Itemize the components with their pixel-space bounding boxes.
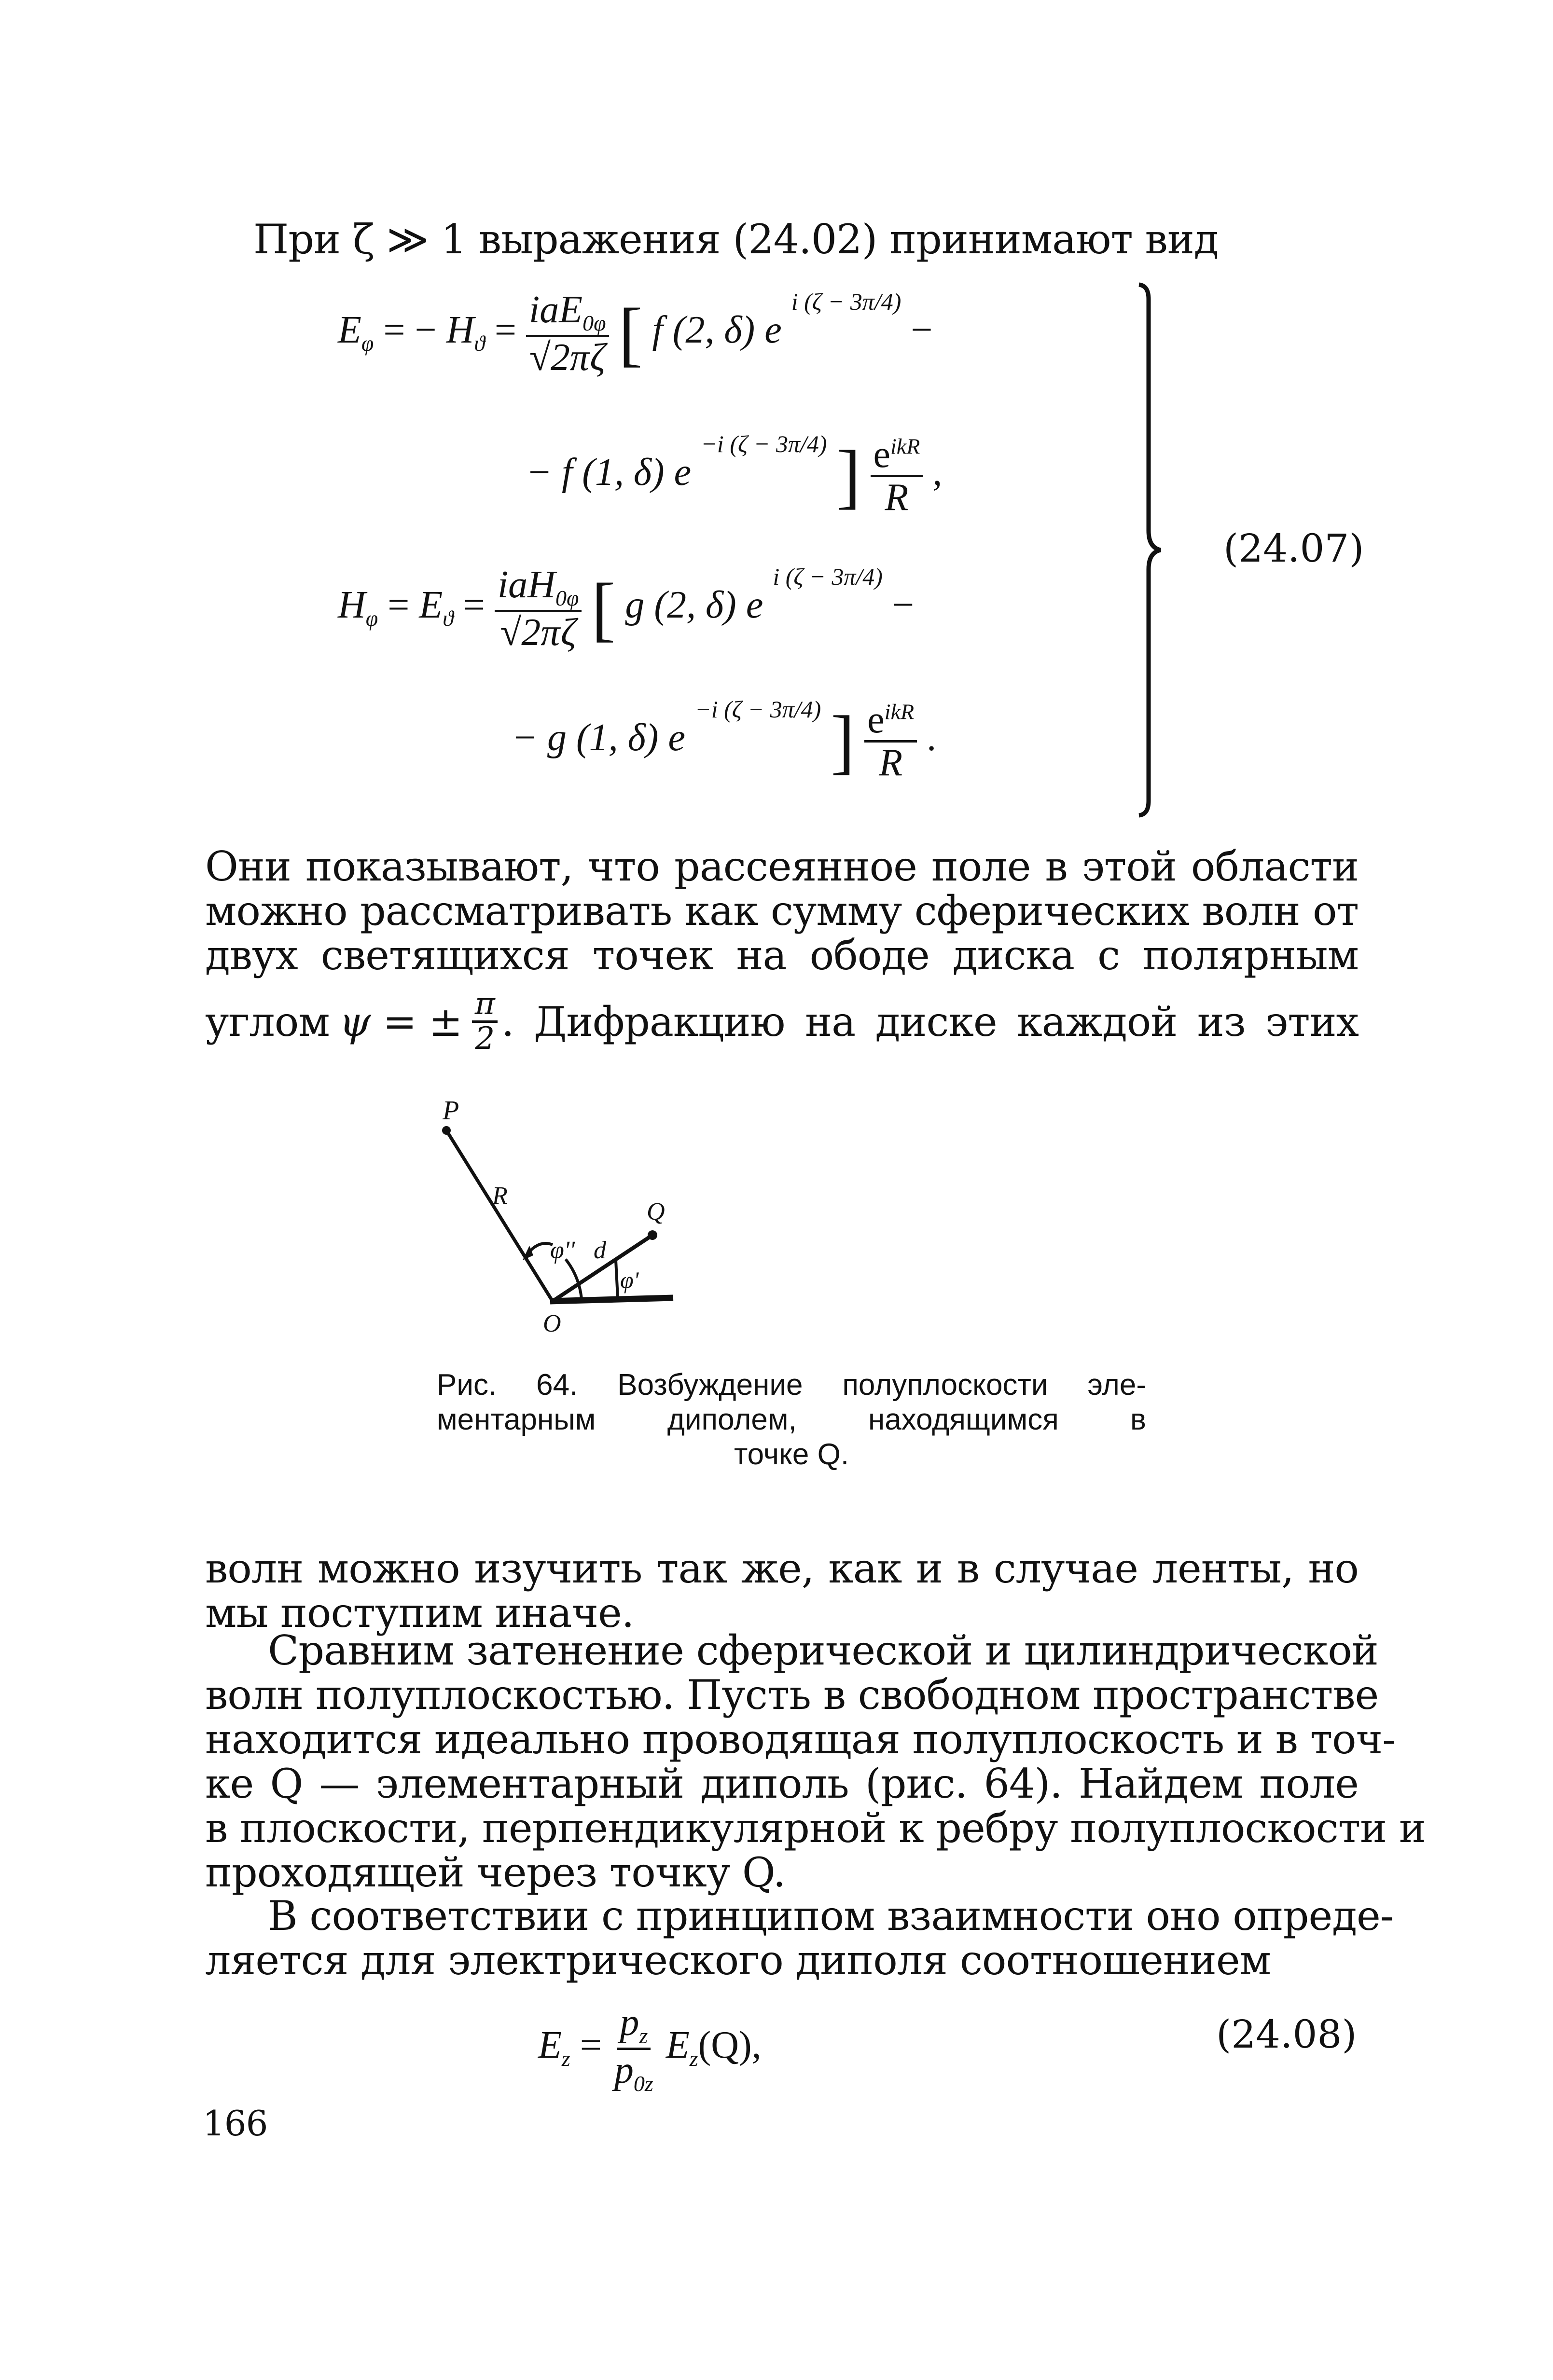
- caption-line: точке Q.: [734, 1438, 849, 1471]
- frac-denominator: 2: [475, 1021, 495, 1057]
- frac-numerator: iaE: [529, 289, 583, 331]
- label-R: R: [492, 1182, 508, 1210]
- eq-operator: = −: [383, 309, 437, 351]
- paragraph-2: [205, 1546, 1359, 1635]
- eq-24-07-line-3: [338, 564, 914, 653]
- frac-numerator: iaH: [497, 564, 555, 606]
- eq-exponent: i (ζ − 3π/4): [791, 288, 901, 316]
- line-PO: [446, 1130, 553, 1301]
- eq-fraction: [611, 2002, 656, 2096]
- text-line: двух светящихся точек на ободе диска с полярным: [205, 932, 1359, 979]
- equation-number-24-08: (24.08): [1216, 2012, 1357, 2057]
- frac-numerator: e: [867, 699, 885, 741]
- eq-subscript: ϑ: [474, 331, 485, 356]
- phi-single-arc: [616, 1260, 618, 1298]
- eq-subscript: φ: [365, 606, 378, 631]
- frac-denominator: R: [885, 476, 909, 519]
- page-number: 166: [203, 2103, 268, 2144]
- close-bracket: ]: [831, 701, 855, 782]
- eq-term: g (2, δ) e: [625, 584, 763, 626]
- text-line: В соответствии с принципом взаимности оно опреде-: [268, 1892, 1394, 1940]
- equation-24-08: [538, 2002, 762, 2096]
- frac-denominator-sub: 0z: [633, 2071, 653, 2096]
- text-line: ляется для электрического диполя соотношением: [205, 1937, 1271, 1984]
- frac-numerator-sup: ikR: [884, 699, 915, 724]
- label-Q: Q: [647, 1198, 665, 1225]
- text-line: проходящей через точку Q.: [205, 1849, 786, 1896]
- eq-symbol: E: [419, 584, 443, 626]
- label-phi-single: φ': [620, 1266, 639, 1293]
- frac-numerator: e: [873, 433, 891, 476]
- eq-operator: =: [580, 2024, 602, 2067]
- text-line: ке Q — элементарный диполь (рис. 64). Найдем поле: [205, 1760, 1359, 1807]
- text-line: мы поступим иначе.: [205, 1589, 634, 1637]
- eq-subscript: z: [689, 2046, 698, 2071]
- frac-numerator: π: [472, 988, 498, 1023]
- eq-symbol: H: [446, 309, 474, 351]
- eq-fraction: [871, 434, 923, 518]
- close-bracket: ]: [836, 436, 861, 516]
- point-P: [442, 1126, 451, 1135]
- text-line: волн полуплоскостью. Пусть в свободном пространстве: [205, 1671, 1379, 1719]
- psi-expression: ψ = ±: [339, 998, 462, 1046]
- frac-numerator: p: [620, 2001, 639, 2044]
- open-bracket: [: [618, 293, 643, 374]
- eq-fraction: [526, 289, 609, 378]
- figure-64-diagram: [434, 1086, 1158, 1356]
- eq-fraction: [864, 700, 917, 783]
- text-line: Сравним затенение сферической и цилиндрической: [268, 1627, 1378, 1674]
- text-line: Они показывают, что рассеянное поле в этой области: [205, 843, 1359, 890]
- pi-over-two-fraction: [472, 988, 498, 1055]
- text-line-with-formula: [205, 988, 1359, 1055]
- label-phi-double: φ'': [550, 1237, 575, 1264]
- caption-line: Рис. 64. Возбуждение полуплоскости эле-: [437, 1368, 1146, 1402]
- eq-exponent: i (ζ − 3π/4): [773, 563, 883, 591]
- right-brace-icon: [1134, 280, 1173, 820]
- eq-symbol: E: [666, 2024, 690, 2067]
- text-fragment: . Дифракцию на диске каждой из этих: [501, 998, 1359, 1046]
- eq-subscript: φ: [361, 331, 374, 356]
- frac-denominator: √2πζ: [529, 336, 606, 379]
- point-Q: [648, 1230, 657, 1240]
- eq-symbol: E: [338, 309, 361, 351]
- eq-symbol: H: [338, 584, 366, 626]
- eq-24-07-line-4: [512, 696, 937, 784]
- eq-term: − g (1, δ) e: [512, 716, 685, 759]
- frac-denominator: √2πζ: [500, 611, 576, 654]
- half-plane: [550, 1298, 673, 1301]
- eq-operator: −: [892, 584, 915, 626]
- frac-denominator: p: [614, 2049, 634, 2092]
- eq-argument: (Q),: [698, 2024, 762, 2067]
- text-line: в плоскости, перпендикулярной к ребру полуплоскости и: [205, 1804, 1426, 1852]
- text-fragment: углом: [205, 998, 330, 1046]
- text-line: находится идеально проводящая полуплоскость и в точ-: [205, 1716, 1396, 1763]
- eq-operator: =: [494, 309, 517, 351]
- label-d: d: [594, 1237, 606, 1264]
- caption-line: ментарным диполем, находящимся в: [437, 1403, 1146, 1436]
- text-line: волн можно изучить так же, как и в случае ленты, но: [205, 1545, 1359, 1592]
- figure-caption: [437, 1368, 1146, 1472]
- frac-denominator: R: [879, 742, 903, 784]
- paragraph-1: [205, 844, 1359, 1055]
- frac-numerator-sub: 0φ: [555, 586, 579, 610]
- eq-24-07-line-1: [338, 289, 933, 378]
- label-P: P: [443, 1096, 459, 1126]
- eq-symbol: E: [538, 2024, 562, 2067]
- eq-subscript: ϑ: [443, 606, 454, 631]
- eq-operator: =: [463, 584, 485, 626]
- eq-exponent: −i (ζ − 3π/4): [694, 696, 821, 723]
- eq-fraction: [495, 564, 582, 653]
- eq-subscript: z: [561, 2046, 570, 2071]
- frac-numerator-sub: 0φ: [582, 311, 606, 335]
- equation-number-24-07: (24.07): [1223, 526, 1364, 571]
- intro-line: При ζ ≫ 1 выражения (24.02) принимают вид: [253, 216, 1219, 263]
- frac-numerator-sub: z: [639, 2023, 648, 2048]
- paragraph-4: [205, 1892, 1394, 1984]
- eq-exponent: −i (ζ − 3π/4): [701, 430, 827, 458]
- eq-term: f (2, δ) e: [652, 309, 782, 351]
- eq-24-07-line-2: [526, 430, 943, 519]
- text-line: можно рассматривать как сумму сферических волн от: [205, 887, 1359, 935]
- open-bracket: [: [591, 568, 616, 649]
- eq-punct: .: [927, 716, 937, 759]
- eq-term: − f (1, δ) e: [526, 451, 692, 494]
- eq-punct: ,: [932, 451, 943, 494]
- eq-operator: =: [388, 584, 410, 626]
- paragraph-3: [205, 1627, 1426, 1896]
- label-O: O: [543, 1310, 561, 1337]
- frac-numerator-sup: ikR: [890, 434, 920, 459]
- eq-operator: −: [911, 309, 933, 351]
